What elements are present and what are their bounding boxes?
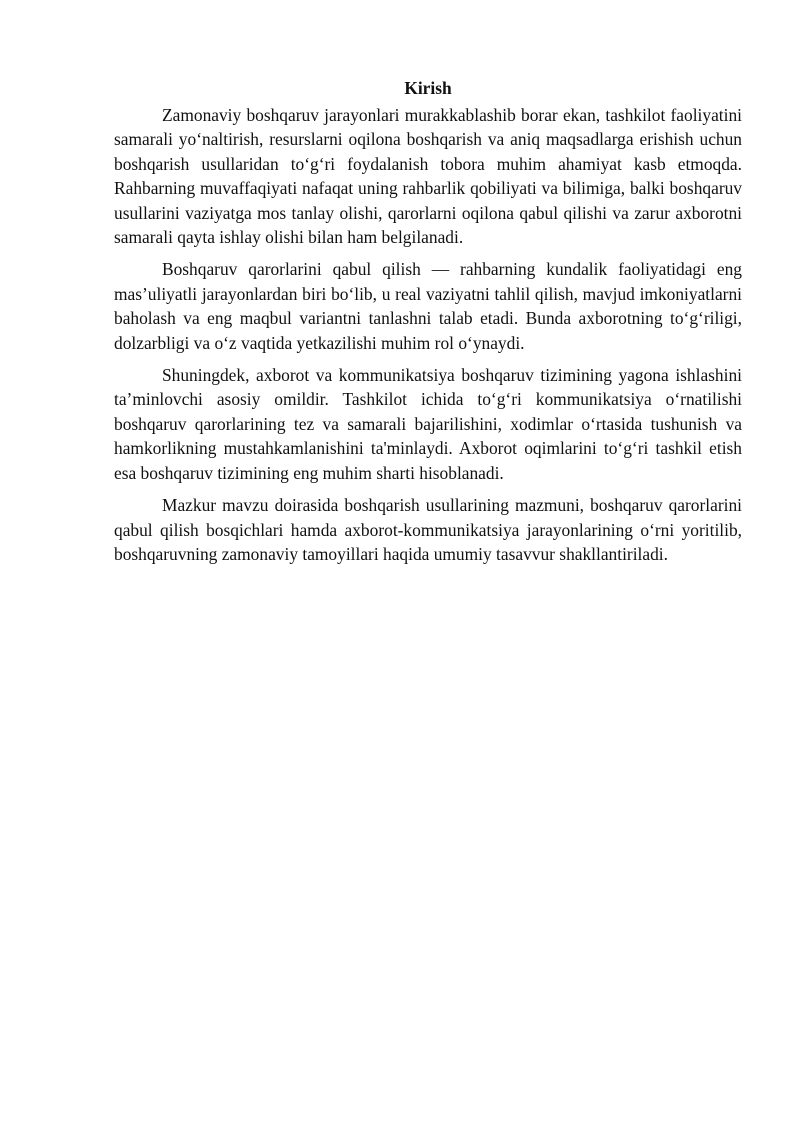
document-body xyxy=(114,76,742,574)
paragraph-1: Zamonaviy boshqaruv jarayonlari murakkablashib borar ekan, tashkilot faoliyatini samarali yo‘naltirish, resurslarni oqilona boshqarish va aniq maqsadlarga erishish uchun boshqarish usullaridan to‘g‘ri foydalanish tobora muhim ahamiyat kasb etmoqda. Rahbarning muvaffaqiyati nafaqat uning rahbarlik qobiliyati va bilimiga, balki boshqaruv usullarini vaziyatga mos tanlay olishi, qarorlarni oqilona qabul qilishi va zarur axborotni samarali qayta ishlay olishi bilan ham belgilanadi. xyxy=(114,105,742,248)
section-heading: Kirish xyxy=(404,78,452,98)
paragraph-3: Shuningdek, axborot va kommunikatsiya boshqaruv tizimining yagona ishlashini ta’minlovchi asosiy omildir. Tashkilot ichida to‘g‘ri kommunikatsiya o‘rnatilishi boshqaruv qarorlarining tez va samarali bajarilishini, xodimlar o‘rtasida tushunish va hamkorlikning mustahkamlanishini ta'minlaydi. Axborot oqimlarini to‘g‘ri tashkil etish esa boshqaruv tizimining eng muhim sharti hisoblanadi. xyxy=(114,365,742,483)
paragraph-2: Boshqaruv qarorlarini qabul qilish — rahbarning kundalik faoliyatidagi eng mas’uliyatli jarayonlardan biri bo‘lib, u real vaziyatni tahlil qilish, mavjud imkoniyatlarni baholash va eng maqbul variantni tanlashni talab etadi. Bunda axborotning to‘g‘riligi, dolzarbligi va o‘z vaqtida yetkazilishi muhim rol o‘ynaydi. xyxy=(114,259,742,353)
paragraph-4: Mazkur mavzu doirasida boshqarish usullarining mazmuni, boshqaruv qarorlarini qabul qilish bosqichlari hamda axborot-kommunikatsiya jarayonlarining o‘rni yoritilib, boshqaruvning zamonaviy tamoyillari haqida umumiy tasavvur shakllantiriladi. xyxy=(114,495,742,564)
